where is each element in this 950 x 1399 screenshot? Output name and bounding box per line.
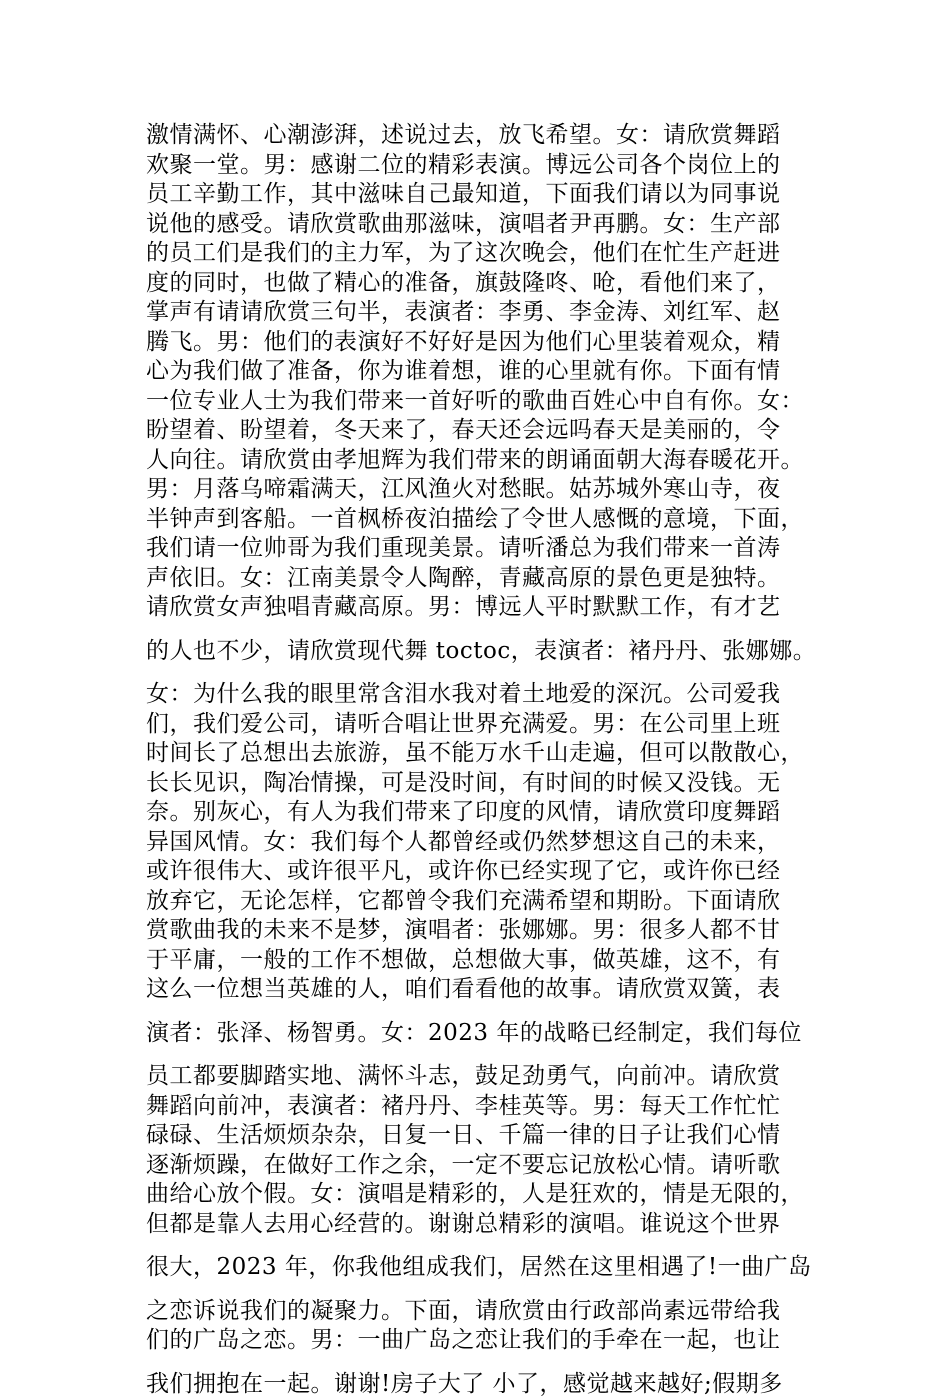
- text-line: 异国风情。女：我们每个人都曾经或仍然梦想这自己的未来，: [146, 828, 826, 858]
- text-line: 曲给心放个假。女：演唱是精彩的，人是狂欢的，情是无限的，: [146, 1180, 826, 1210]
- text-line: 女：为什么我的眼里常含泪水我对着土地爱的深沉。公司爱我: [146, 680, 826, 710]
- text-line: 半钟声到客船。一首枫桥夜泊描绘了令世人感慨的意境，下面，: [146, 505, 826, 535]
- body-text: [146, 121, 826, 1399]
- text-line: 请欣赏女声独唱青藏高原。男：博远人平时默默工作，有才艺: [146, 593, 826, 623]
- text-line: 舞蹈向前冲，表演者：褚丹丹、李桂英等。男：每天工作忙忙: [146, 1092, 826, 1122]
- text-line: 我们拥抱在一起。谢谢!房子大了 小了，感觉越来越好;假期多: [146, 1370, 826, 1399]
- text-line: 演者：张泽、杨智勇。女：2023 年的战略已经制定，我们每位: [146, 1019, 826, 1049]
- text-line: 们，我们爱公司，请听合唱让世界充满爱。男：在公司里上班: [146, 710, 826, 740]
- text-line: 或许很伟大、或许很平凡，或许你已经实现了它，或许你已经: [146, 857, 826, 887]
- text-line: 之恋诉说我们的凝聚力。下面，请欣赏由行政部尚素远带给我: [146, 1297, 826, 1327]
- text-line: 赏歌曲我的未来不是梦，演唱者：张娜娜。男：很多人都不甘: [146, 916, 826, 946]
- text-line: 放弃它，无论怎样，它都曾令我们充满希望和期盼。下面请欣: [146, 887, 826, 917]
- text-line: 逐渐烦躁，在做好工作之余，一定不要忘记放松心情。请听歌: [146, 1151, 826, 1181]
- text-line: 度的同时，也做了精心的准备，旗鼓隆咚、呛，看他们来了，: [146, 269, 826, 299]
- text-line: 这么一位想当英雄的人，咱们看看他的故事。请欣赏双簧，表: [146, 975, 826, 1005]
- text-line: 说他的感受。请欣赏歌曲那滋味，演唱者尹再鹏。女：生产部: [146, 210, 826, 240]
- text-line: 很大，2023 年，你我他组成我们，居然在这里相遇了!一曲广岛: [146, 1253, 826, 1283]
- text-line: 碌碌、生活烦烦杂杂，日复一日、千篇一律的日子让我们心情: [146, 1121, 826, 1151]
- text-line: 于平庸，一般的工作不想做，总想做大事，做英雄，这不，有: [146, 946, 826, 976]
- text-line: 激情满怀、心潮澎湃，述说过去，放飞希望。女：请欣赏舞蹈: [146, 121, 826, 151]
- text-line: 盼望着、盼望着，冬天来了，春天还会远吗春天是美丽的，令: [146, 416, 826, 446]
- text-line: 欢聚一堂。男：感谢二位的精彩表演。博远公司各个岗位上的: [146, 151, 826, 181]
- text-line: 们的广岛之恋。男：一曲广岛之恋让我们的手牵在一起，也让: [146, 1326, 826, 1356]
- text-line: 声依旧。女：江南美景令人陶醉，青藏高原的景色更是独特。: [146, 564, 826, 594]
- text-line: 男：月落乌啼霜满天，江风渔火对愁眠。姑苏城外寒山寺，夜: [146, 475, 826, 505]
- text-line: 人向往。请欣赏由孝旭辉为我们带来的朗诵面朝大海春暖花开。: [146, 446, 826, 476]
- text-line: 员工辛勤工作，其中滋味自己最知道，下面我们请以为同事说: [146, 180, 826, 210]
- text-line: 员工都要脚踏实地、满怀斗志，鼓足劲勇气，向前冲。请欣赏: [146, 1062, 826, 1092]
- text-line: 长长见识，陶冶情操，可是没时间，有时间的时候又没钱。无: [146, 769, 826, 799]
- text-line: 一位专业人士为我们带来一首好听的歌曲百姓心中自有你。女：: [146, 387, 826, 417]
- text-line: 的人也不少，请欣赏现代舞 toctoc，表演者：褚丹丹、张娜娜。: [146, 637, 826, 667]
- text-line: 奈。别灰心，有人为我们带来了印度的风情，请欣赏印度舞蹈: [146, 798, 826, 828]
- text-line: 但都是靠人去用心经营的。谢谢总精彩的演唱。谁说这个世界: [146, 1210, 826, 1240]
- text-line: 腾飞。男：他们的表演好不好好是因为他们心里装着观众，精: [146, 328, 826, 358]
- text-line: 我们请一位帅哥为我们重现美景。请听潘总为我们带来一首涛: [146, 534, 826, 564]
- text-line: 时间长了总想出去旅游，虽不能万水千山走遍，但可以散散心，: [146, 739, 826, 769]
- text-line: 的员工们是我们的主力军，为了这次晚会，他们在忙生产赶进: [146, 239, 826, 269]
- text-line: 心为我们做了准备，你为谁着想，谁的心里就有你。下面有情: [146, 357, 826, 387]
- text-line: 掌声有请请欣赏三句半，表演者：李勇、李金涛、刘红军、赵: [146, 298, 826, 328]
